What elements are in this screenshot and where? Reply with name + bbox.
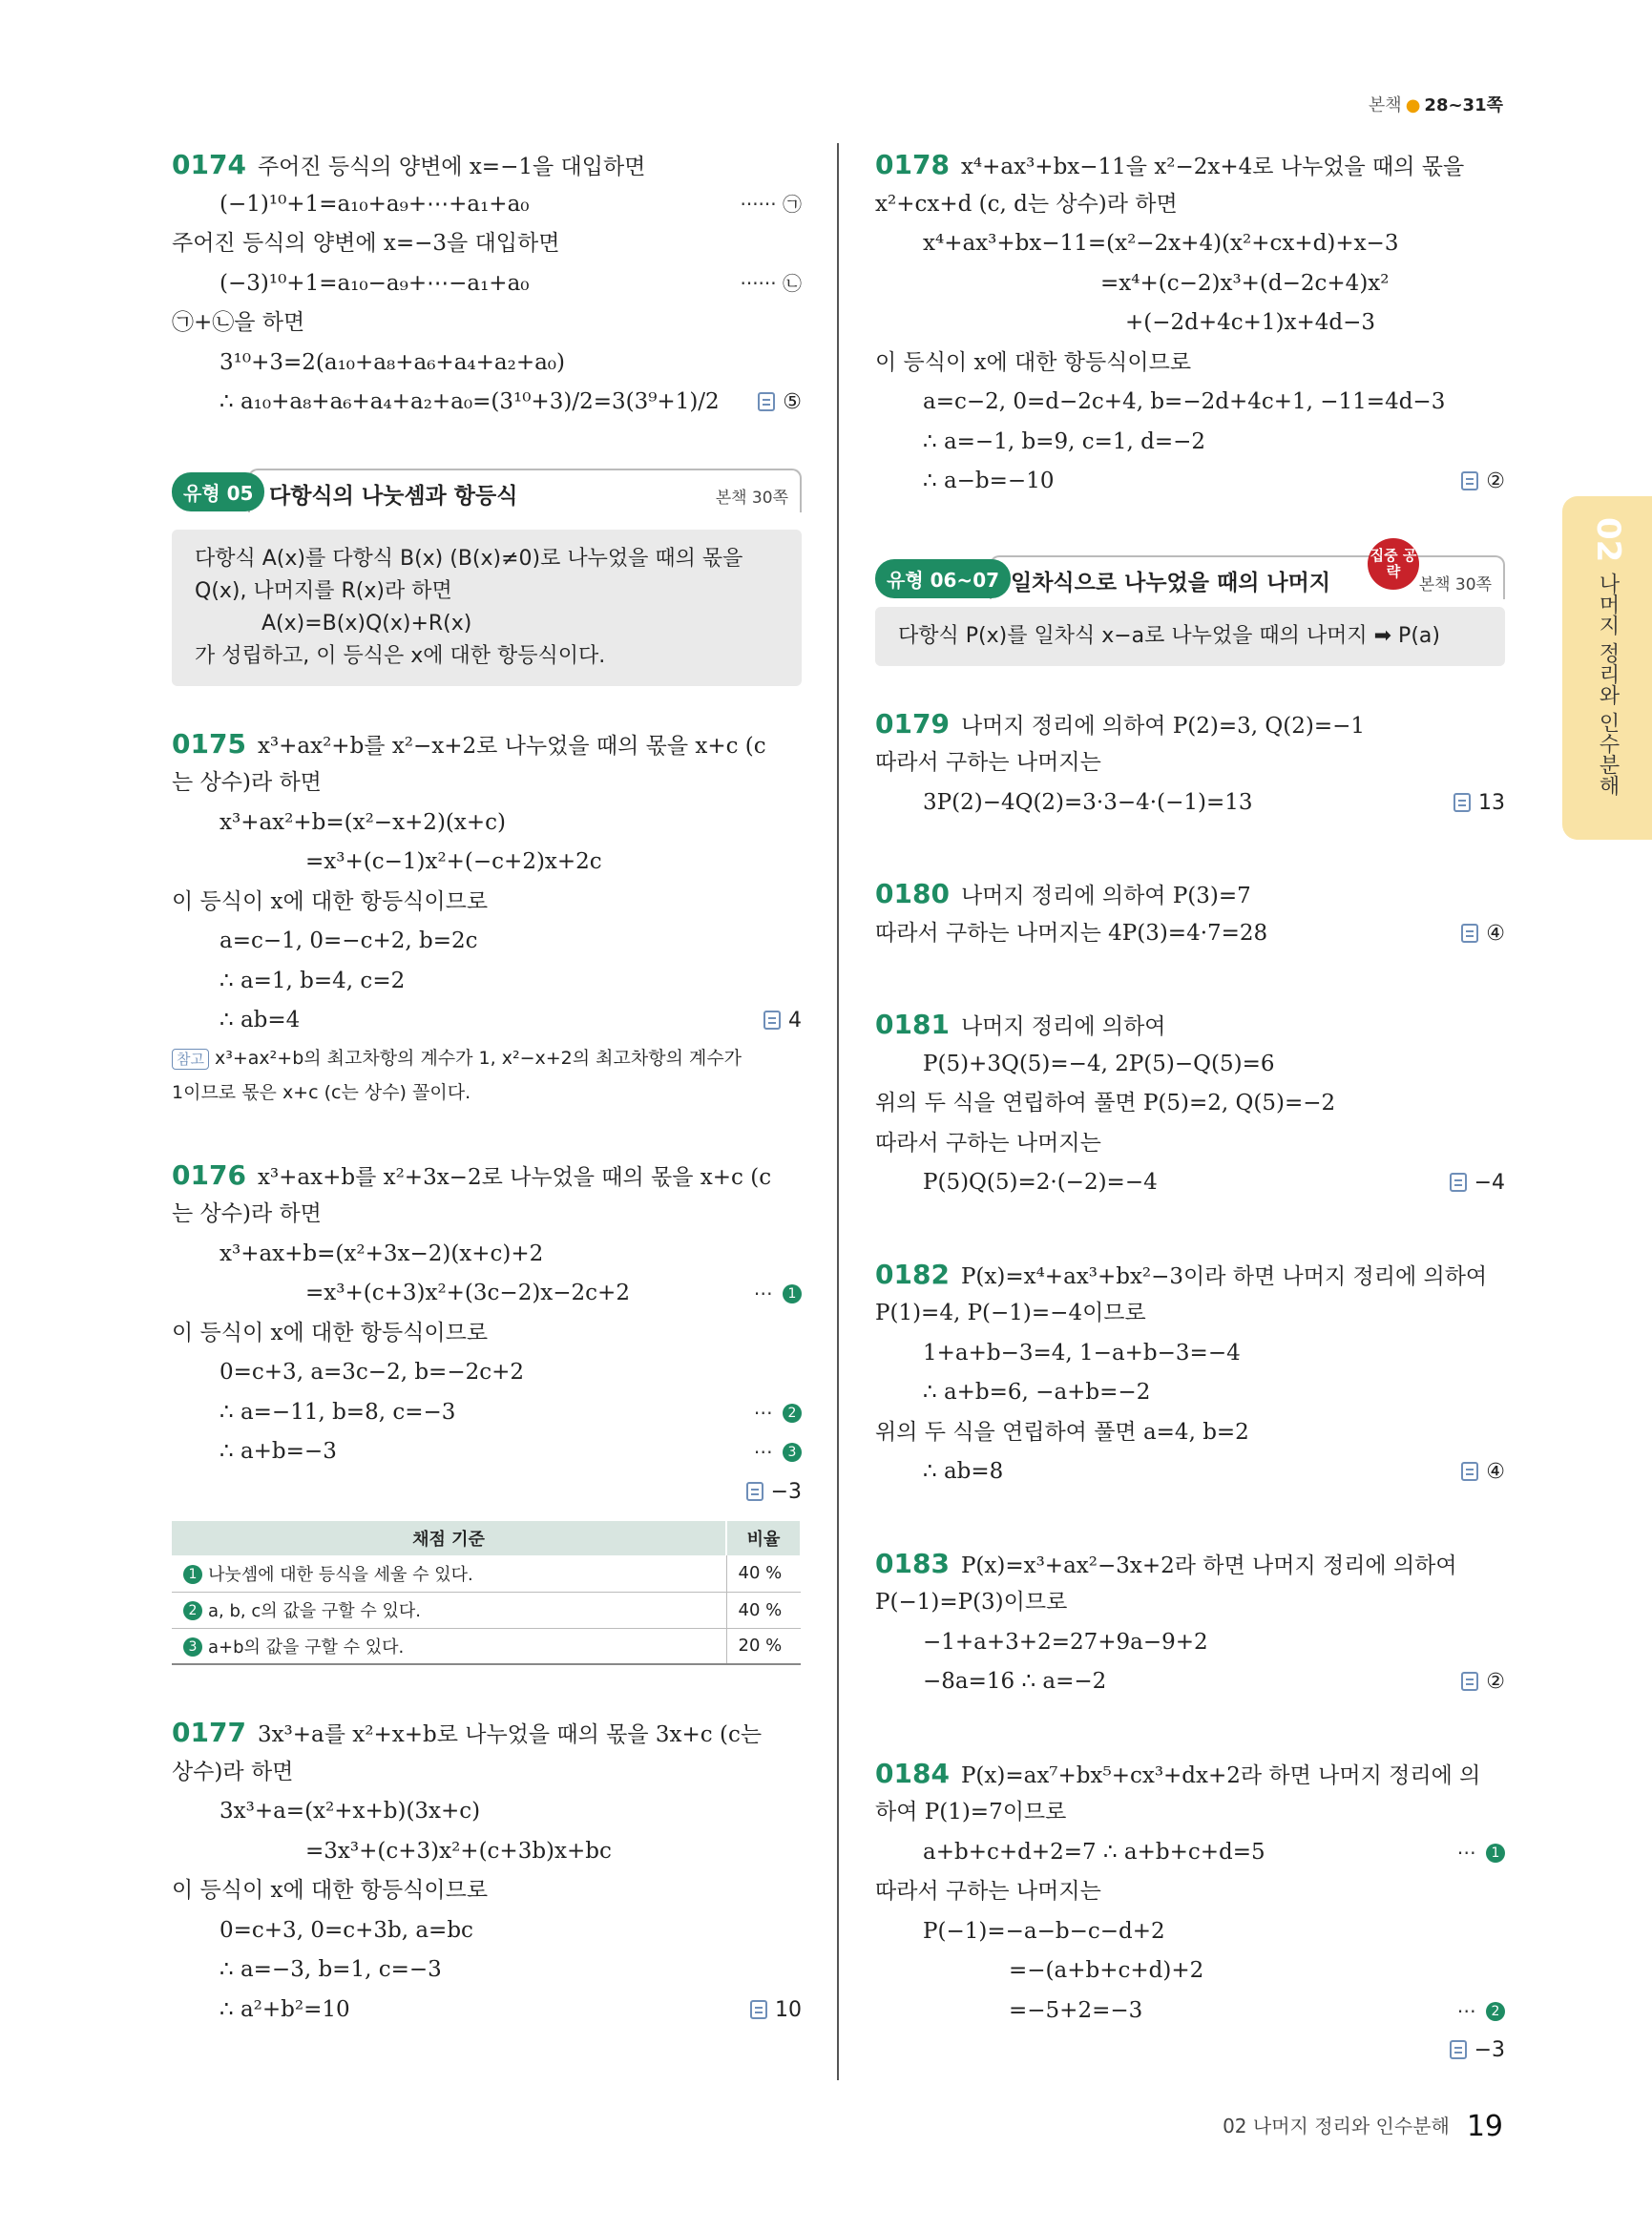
solution-line: x²+cx+d (c, d는 상수)라 하면 — [875, 191, 1178, 217]
problem-number: 0184 — [875, 1757, 950, 1789]
step-number-icon: 3 — [783, 1443, 802, 1462]
problem-0181 — [875, 1005, 1505, 1203]
answer-value: ⑤ — [783, 390, 802, 414]
solution-line: (−3)¹⁰+1=a₁₀−a₉+⋯−a₁+a₀ — [220, 270, 530, 296]
answer-icon — [750, 2000, 767, 2019]
summary-line: A(x)=B(x)Q(x)+R(x) — [261, 611, 472, 636]
problem-0174 — [172, 145, 802, 423]
type-badge: 유형 05 — [172, 472, 264, 511]
answer-icon — [1450, 2040, 1467, 2059]
solution-line: ∴ ab=4 — [220, 1008, 301, 1032]
type-summary — [875, 607, 1505, 666]
note-tag: 참고 — [172, 1049, 209, 1070]
step-number-icon: 2 — [1486, 2002, 1505, 2021]
problem-0183 — [875, 1544, 1505, 1702]
solution-line: =x³+(c+3)x²+(3c−2)x−2c+2 — [305, 1281, 630, 1305]
chapter-number: 02 — [1589, 517, 1627, 563]
page-ref-pages: 28~31쪽 — [1424, 95, 1503, 115]
problem-0179 — [875, 704, 1505, 824]
step-mark: ⋯ 2 — [1457, 1991, 1505, 2032]
step-number-icon: 1 — [183, 1565, 202, 1584]
solution-line: −1+a+3+2=27+9a−9+2 — [923, 1629, 1208, 1655]
solution-line: ∴ a+b=−3 — [220, 1439, 337, 1464]
solution-line: 주어진 등식의 양변에 x=−3을 대입하면 — [172, 231, 560, 256]
solution-line: 나머지 정리에 의하여 — [960, 1014, 1166, 1039]
table-row — [172, 1555, 801, 1592]
solution-line: 0=c+3, a=3c−2, b=−2c+2 — [220, 1360, 525, 1385]
table-header-criteria: 채점 기준 — [172, 1521, 726, 1555]
step-mark: ⋯ 3 — [754, 1432, 802, 1472]
solution-line: ∴ a=1, b=4, c=2 — [220, 968, 406, 993]
criteria-text: a, b, c의 값을 구할 수 있다. — [208, 1601, 421, 1621]
criteria-text: a+b의 값을 구할 수 있다. — [208, 1637, 405, 1658]
problem-number: 0176 — [172, 1158, 246, 1191]
page-reference — [1369, 92, 1503, 116]
problem-number: 0177 — [172, 1717, 246, 1748]
note-line: x³+ax²+b의 최고차항의 계수가 1, x²−x+2의 최고차항의 계수가 — [214, 1047, 742, 1069]
answer-value: ④ — [1486, 921, 1505, 946]
summary-line: Q(x), 나머지를 R(x)라 하면 — [195, 578, 452, 603]
answer — [758, 383, 802, 423]
solution-line: ∴ a−b=−10 — [923, 469, 1055, 493]
page-ref-book: 본책 — [1368, 95, 1402, 115]
table-header-ratio: 비율 — [726, 1521, 801, 1555]
solution-line: x⁴+ax³+bx−11을 x²−2x+4로 나누었을 때의 몫을 — [960, 155, 1465, 179]
problem-number: 0179 — [875, 707, 950, 740]
answer — [1461, 1662, 1505, 1702]
problem-0175 — [172, 724, 802, 1110]
answer — [1450, 2031, 1505, 2071]
solution-line: P(−1)=P(3)이므로 — [875, 1590, 1068, 1615]
solution-line: ∴ a=−11, b=8, c=−3 — [220, 1399, 456, 1425]
type-0607-header — [875, 546, 1505, 599]
answer-icon — [1461, 1672, 1478, 1691]
answer-icon — [1461, 1462, 1478, 1481]
type-title-box — [248, 469, 802, 512]
solution-line: −8a=16 ∴ a=−2 — [923, 1669, 1107, 1694]
criteria-text: 나눗셈에 대한 등식을 세울 수 있다. — [208, 1564, 473, 1585]
solution-line: =−5+2=−3 — [1009, 1997, 1143, 2023]
chapter-side-tab[interactable] — [1562, 496, 1652, 840]
solution-line: 3x³+a=(x²+x+b)(3x+c) — [220, 1799, 481, 1824]
step-number-icon: 2 — [783, 1404, 802, 1423]
answer-value: −3 — [770, 1479, 802, 1504]
solution-line: x³+ax+b를 x²+3x−2로 나누었을 때의 몫을 x+c (c — [257, 1164, 772, 1190]
step-number-icon: 3 — [183, 1637, 202, 1657]
solution-line: P(−1)=−a−b−c−d+2 — [923, 1918, 1165, 1944]
problem-0180 — [875, 874, 1505, 953]
answer-icon — [758, 392, 775, 411]
solution-line: 따라서 구하는 나머지는 — [875, 750, 1101, 775]
solution-line: x³+ax+b=(x²+3x−2)(x+c)+2 — [220, 1241, 544, 1266]
solution-line: 위의 두 식을 연립하여 풀면 P(5)=2, Q(5)=−2 — [875, 1091, 1336, 1116]
answer — [1450, 1163, 1505, 1203]
solution-line: P(5)Q(5)=2·(−2)=−4 — [923, 1170, 1158, 1195]
solution-line: 상수)라 하면 — [172, 1759, 294, 1784]
solution-line: ∴ a₁₀+a₈+a₆+a₄+a₂+a₀=(3¹⁰+3)/2=3(3⁹+1)/2 — [220, 389, 720, 414]
solution-line: ∴ a+b=6, −a+b=−2 — [923, 1380, 1151, 1405]
problem-0177 — [172, 1713, 802, 2030]
grading-table — [172, 1521, 802, 1665]
solution-line: 이 등식이 x에 대한 항등식이므로 — [172, 1878, 489, 1903]
answer — [750, 1991, 802, 2031]
problem-0182 — [875, 1255, 1505, 1492]
equation-mark: ······ ㉡ — [740, 271, 802, 295]
type-page-ref: 본책 30쪽 — [715, 488, 788, 508]
solution-line: x³+ax²+b를 x²−x+2로 나누었을 때의 몫을 x+c (c — [257, 733, 766, 759]
type-badge: 유형 06~07 — [875, 559, 1011, 598]
type-summary — [172, 530, 802, 686]
solution-line: 나머지 정리에 의하여 P(3)=7 — [960, 884, 1251, 908]
problem-0176 — [172, 1156, 802, 1512]
answer — [763, 1001, 802, 1041]
solution-line: P(1)=4, P(−1)=−4이므로 — [875, 1301, 1146, 1325]
solution-line: 주어진 등식의 양변에 x=−1을 대입하면 — [257, 155, 646, 179]
answer-icon — [746, 1482, 763, 1501]
solution-line: ∴ a²+b²=10 — [220, 1996, 350, 2022]
summary-line: 다항식 P(x)를 일차식 x−a로 나누었을 때의 나머지 ➡ P(a) — [898, 623, 1440, 648]
problem-number: 0181 — [875, 1009, 950, 1040]
solution-line: 는 상수)라 하면 — [172, 770, 322, 795]
problem-0184 — [875, 1754, 1505, 2071]
footer-chapter: 02 나머지 정리와 인수분해 — [1223, 2115, 1450, 2137]
answer-icon — [1461, 471, 1478, 490]
solution-line: 1+a+b−3=4, 1−a+b−3=−4 — [923, 1340, 1241, 1366]
summary-line: 다항식 A(x)를 다항식 B(x) (B(x)≠0)로 나누었을 때의 몫을 — [195, 546, 743, 571]
solution-line: =3x³+(c+3)x²+(c+3b)x+bc — [305, 1838, 612, 1864]
solution-line: ∴ a=−1, b=9, c=1, d=−2 — [923, 428, 1206, 454]
solution-line: =−(a+b+c+d)+2 — [1009, 1958, 1204, 1983]
step-mark: ⋯ 1 — [1457, 1833, 1505, 1873]
problem-0178 — [875, 145, 1505, 502]
answer-icon — [1461, 924, 1478, 943]
type-title: 일차식으로 나누었을 때의 나머지 — [1011, 570, 1331, 595]
answer-icon — [763, 1011, 781, 1030]
step-number-icon: 2 — [183, 1601, 202, 1620]
page-footer — [1223, 2110, 1503, 2143]
answer-icon — [1453, 793, 1471, 812]
focus-badge: 집중 공략 — [1368, 538, 1419, 590]
solution-line: 3¹⁰+3=2(a₁₀+a₈+a₆+a₄+a₂+a₀) — [220, 349, 566, 375]
answer — [746, 1472, 802, 1512]
solution-line: 0=c+3, 0=c+3b, a=bc — [220, 1917, 473, 1943]
type-05-header — [172, 469, 802, 512]
table-row — [172, 1628, 801, 1664]
solution-line: ∴ ab=8 — [923, 1459, 1004, 1484]
problem-number: 0178 — [875, 149, 950, 180]
solution-line: x³+ax²+b=(x²−x+2)(x+c) — [220, 809, 506, 835]
ratio-cell: 40 % — [726, 1592, 801, 1628]
answer-value: 13 — [1478, 790, 1505, 815]
bullet-dot-icon: ● — [1405, 95, 1421, 115]
solution-line: P(x)=x⁴+ax³+bx²−3이라 하면 나머지 정리에 의하여 — [960, 1263, 1488, 1289]
solution-line: 따라서 구하는 나머지는 4P(3)=4·7=28 — [875, 920, 1268, 946]
answer — [1461, 462, 1505, 502]
solution-line: 이 등식이 x에 대한 항등식이므로 — [172, 888, 489, 914]
answer — [1453, 783, 1505, 824]
step-number-icon: 1 — [783, 1284, 802, 1303]
step-mark: ⋯ 1 — [754, 1274, 802, 1314]
solution-line: ∴ a=−3, b=1, c=−3 — [220, 1957, 442, 1982]
solution-line: 는 상수)라 하면 — [172, 1201, 322, 1226]
solution-line: 따라서 구하는 나머지는 — [875, 1130, 1101, 1156]
type-title: 다항식의 나눗셈과 항등식 — [269, 483, 518, 509]
solution-line: ㉠+㉡을 하면 — [172, 310, 305, 335]
solution-line: a=c−1, 0=−c+2, b=2c — [220, 928, 478, 953]
column-divider — [837, 143, 839, 2080]
answer — [1461, 914, 1505, 954]
solution-line: =x³+(c−1)x²+(−c+2)x+2c — [305, 849, 602, 874]
answer — [1461, 1452, 1505, 1492]
answer-value: −4 — [1474, 1171, 1505, 1195]
step-mark: ⋯ 2 — [754, 1393, 802, 1433]
answer-value: 4 — [788, 1009, 802, 1032]
solution-line: 따라서 구하는 나머지는 — [875, 1879, 1101, 1904]
left-column — [172, 145, 802, 2075]
solution-line: =x⁴+(c−2)x³+(d−2c+4)x² — [1100, 270, 1390, 296]
answer-icon — [1450, 1173, 1467, 1192]
solution-line: a=c−2, 0=d−2c+4, b=−2d+4c+1, −11=4d−3 — [923, 389, 1446, 414]
answer-value: ② — [1486, 1670, 1505, 1694]
solution-line: x⁴+ax³+bx−11=(x²−2x+4)(x²+cx+d)+x−3 — [923, 231, 1399, 256]
solution-line: P(x)=x³+ax²−3x+2라 하면 나머지 정리에 의하여 — [960, 1553, 1457, 1578]
solution-line: +(−2d+4c+1)x+4d−3 — [1125, 310, 1376, 335]
ratio-cell: 20 % — [726, 1628, 801, 1664]
answer-value: −3 — [1474, 2038, 1505, 2062]
solution-line: 이 등식이 x에 대한 항등식이므로 — [172, 1320, 489, 1345]
equation-mark: ······ ㉠ — [740, 192, 802, 216]
solution-line: a+b+c+d+2=7 ∴ a+b+c+d=5 — [923, 1839, 1265, 1865]
page-number: 19 — [1466, 2110, 1503, 2143]
type-page-ref: 본책 30쪽 — [1418, 574, 1492, 594]
summary-line: 가 성립하고, 이 등식은 x에 대한 항등식이다. — [195, 643, 606, 668]
solution-line: 나머지 정리에 의하여 P(2)=3, Q(2)=−1 — [960, 713, 1366, 739]
problem-number: 0180 — [875, 878, 950, 909]
table-row — [172, 1592, 801, 1628]
solution-line: P(5)+3Q(5)=−4, 2P(5)−Q(5)=6 — [923, 1051, 1275, 1076]
answer-value: 10 — [775, 1997, 802, 2022]
reference-note — [172, 1041, 802, 1110]
step-number-icon: 1 — [1486, 1844, 1505, 1863]
answer-value: ④ — [1486, 1460, 1505, 1484]
problem-number: 0183 — [875, 1547, 950, 1579]
problem-number: 0182 — [875, 1258, 950, 1290]
solution-line: 하여 P(1)=7이므로 — [875, 1800, 1067, 1824]
solution-line: (−1)¹⁰+1=a₁₀+a₉+⋯+a₁+a₀ — [220, 191, 530, 217]
solution-line: 이 등식이 x에 대한 항등식이므로 — [875, 349, 1192, 375]
right-column — [875, 145, 1505, 2116]
problem-number: 0174 — [172, 149, 246, 180]
solution-line: P(x)=ax⁷+bx⁵+cx³+dx+2라 하면 나머지 정리에 의 — [960, 1762, 1481, 1788]
solution-line: 위의 두 식을 연립하여 풀면 a=4, b=2 — [875, 1419, 1249, 1445]
note-line: 1이므로 몫은 x+c (c는 상수) 꼴이다. — [172, 1081, 471, 1103]
chapter-title: 나머지 정리와 인수분해 — [1596, 573, 1620, 796]
solution-line: 3P(2)−4Q(2)=3·3−4·(−1)=13 — [923, 789, 1253, 815]
ratio-cell: 40 % — [726, 1555, 801, 1592]
problem-number: 0175 — [172, 727, 246, 760]
answer-value: ② — [1486, 469, 1505, 493]
type-title-box — [990, 546, 1505, 599]
solution-line: 3x³+a를 x²+x+b로 나누었을 때의 몫을 3x+c (c는 — [257, 1722, 763, 1747]
